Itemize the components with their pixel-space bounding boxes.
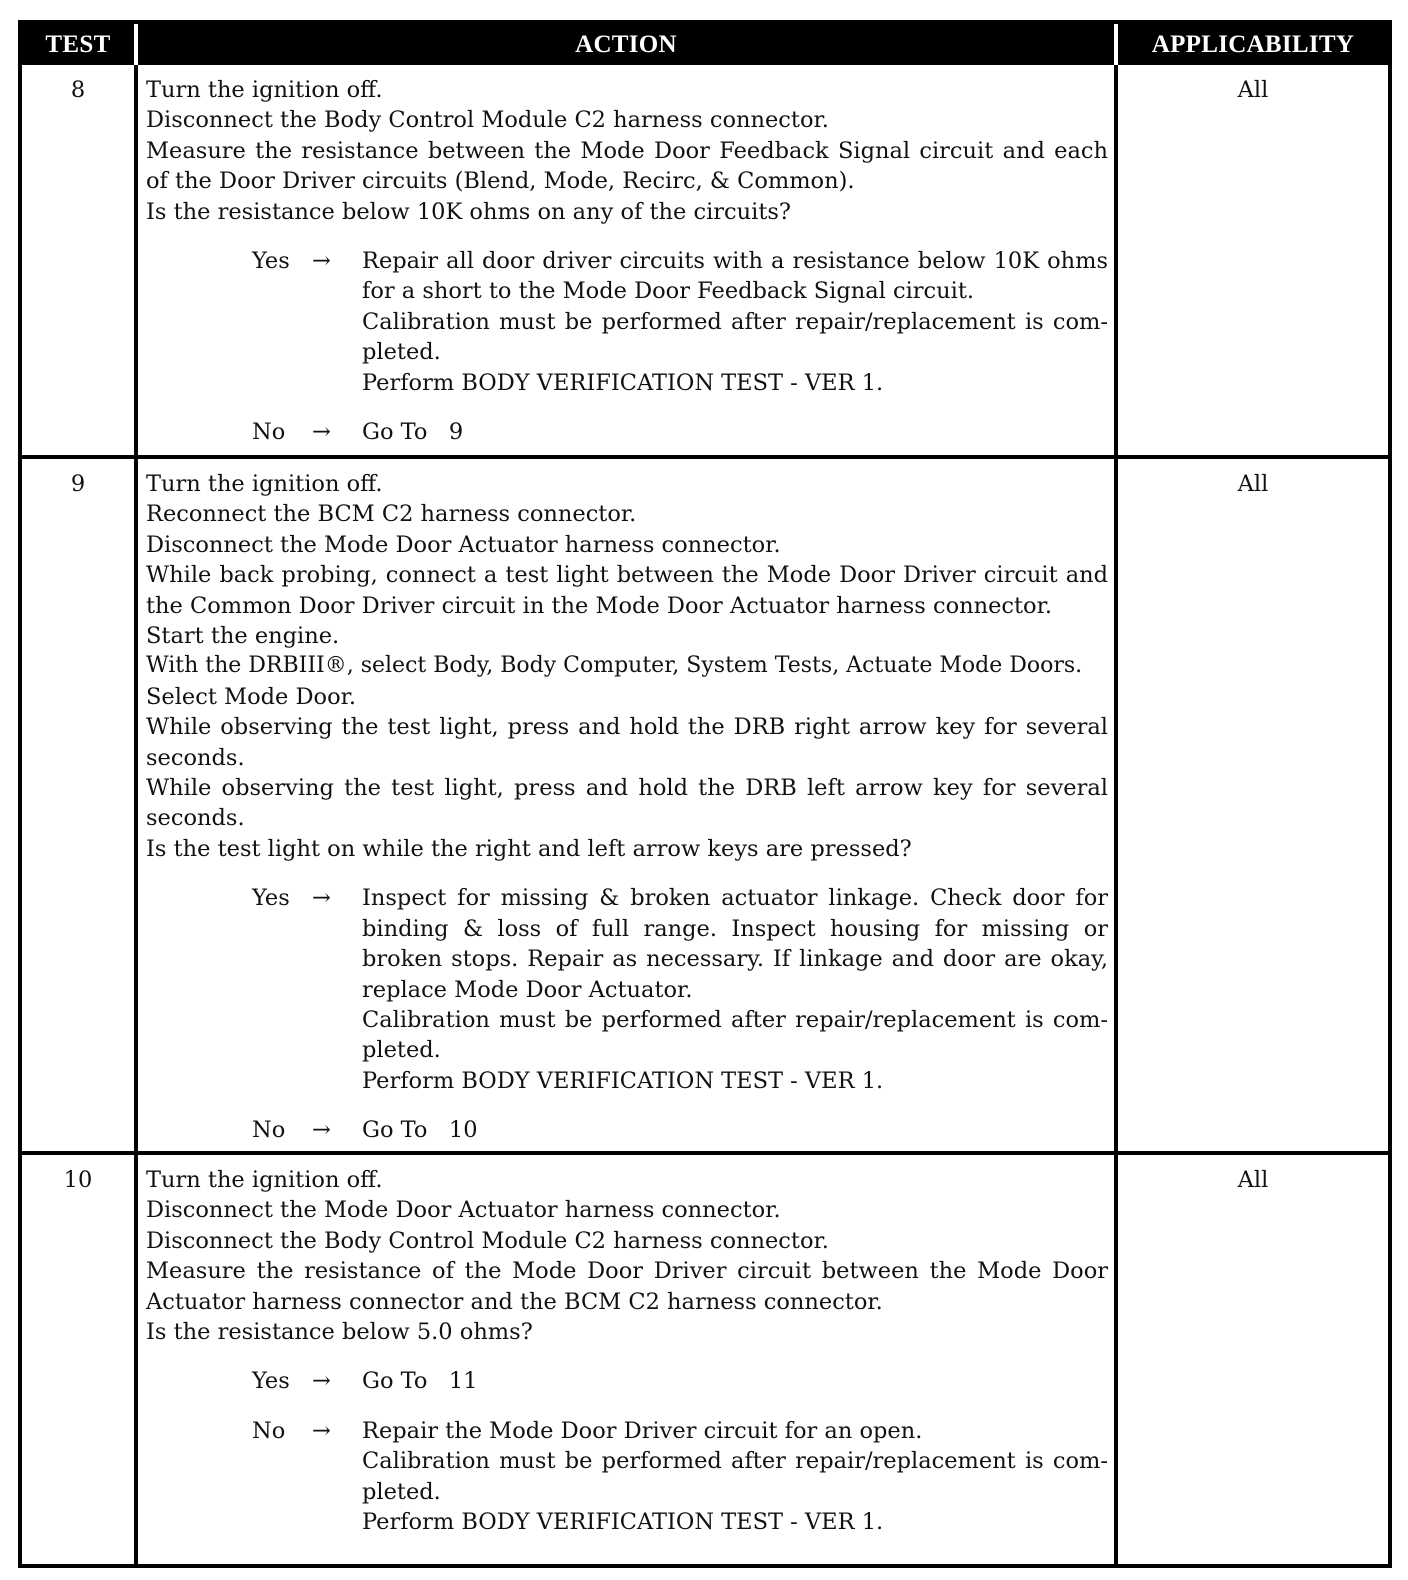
action-step: While observing the test light, press and hold the DRB right arrow key for several seconds.	[146, 714, 1108, 771]
result-line: Go To 11	[362, 1368, 478, 1395]
action-step: Reconnect the BCM C2 harness connector.	[146, 501, 637, 528]
no-branch	[146, 1416, 1108, 1538]
no-label: No	[252, 1417, 286, 1444]
action-step: Start the engine.	[146, 623, 340, 650]
no-label: No	[252, 419, 286, 446]
result-line: Perform BODY VERIFICATION TEST - VER 1.	[362, 1509, 884, 1536]
arrow-icon: →	[312, 248, 331, 275]
action-step: Turn the ignition off.	[146, 1167, 383, 1193]
arrow-icon: →	[312, 1117, 331, 1144]
action-step: Disconnect the Body Control Module C2 harness connector.	[146, 107, 829, 134]
action-step: Select Mode Door.	[146, 683, 357, 710]
no-result	[362, 417, 1108, 447]
action-step: Disconnect the Mode Door Actuator harness connector.	[146, 1197, 781, 1224]
applicability-value: All	[1237, 1167, 1269, 1193]
action-step: While back probing, connect a test light between the Mode Door Driver circuit and the Common Door Driver circuit in the Mode Door Actuator harness connector.	[146, 562, 1108, 619]
header-test: TEST	[22, 24, 134, 65]
action-step: Disconnect the Body Control Module C2 harness connector.	[146, 1227, 829, 1254]
result-line: Calibration must be performed after repair/replacement is com-pleted.	[362, 1006, 1108, 1064]
action-step: Is the resistance below 5.0 ohms?	[146, 1319, 533, 1346]
action-cell	[146, 65, 1108, 447]
test-number: 8	[70, 77, 86, 103]
yes-result	[362, 1366, 1108, 1396]
arrow-icon: →	[312, 1417, 331, 1444]
yes-label: Yes	[252, 885, 290, 912]
action-step: While observing the test light, press and hold the DRB left arrow key for several seconds.	[146, 775, 1108, 832]
test-row-10	[22, 1151, 1388, 1564]
result-line: Calibration must be performed after repair/replacement is com-pleted.	[362, 1448, 1108, 1505]
action-step: Disconnect the Mode Door Actuator harness connector.	[146, 531, 781, 558]
test-number: 10	[63, 1167, 93, 1193]
diagnostic-table	[18, 20, 1392, 1568]
no-branch	[146, 417, 1108, 447]
result-line: Repair the Mode Door Driver circuit for an open.	[362, 1417, 923, 1444]
test-row-8	[22, 65, 1388, 455]
result-line: Perform BODY VERIFICATION TEST - VER 1.	[362, 369, 884, 396]
action-step: With the DRBIII®, select Body, Body Computer, System Tests, Actuate Mode Doors.	[146, 653, 1083, 679]
no-result	[362, 1115, 1108, 1145]
arrow-icon: →	[312, 1368, 331, 1395]
yes-label: Yes	[252, 1368, 290, 1395]
yes-label: Yes	[252, 248, 290, 275]
yes-branch	[146, 883, 1108, 1096]
applicability-value: All	[1237, 471, 1269, 497]
result-line: Perform BODY VERIFICATION TEST - VER 1.	[362, 1067, 884, 1094]
action-step: Is the resistance below 10K ohms on any of the circuits?	[146, 198, 791, 225]
applicability-value: All	[1237, 77, 1269, 103]
action-cell	[146, 459, 1108, 1146]
result-line: Go To 10	[362, 1117, 478, 1144]
result-line: Calibration must be performed after repair/replacement is com-pleted.	[362, 308, 1108, 366]
arrow-icon: →	[312, 885, 331, 912]
no-result	[362, 1416, 1108, 1538]
yes-result	[362, 883, 1108, 1096]
yes-branch	[146, 246, 1108, 398]
action-step: Turn the ignition off.	[146, 77, 383, 103]
result-line: Inspect for missing & broken actuator linkage. Check door for binding & loss of full range. Inspect housing for missing or broken stops. Repair as necessary. If linkage and door are okay, replace Mode Door Actuator.	[362, 885, 1108, 1003]
action-cell	[146, 1155, 1108, 1537]
no-branch	[146, 1115, 1108, 1145]
action-step: Measure the resistance of the Mode Door Driver circuit between the Mode Door Actuator harness connector and the BCM C2 harness connector.	[146, 1258, 1108, 1315]
header-action: ACTION	[138, 24, 1114, 65]
yes-branch	[146, 1366, 1108, 1396]
result-line: Go To 9	[362, 419, 464, 446]
header-applicability: APPLICABILITY	[1118, 24, 1388, 65]
arrow-icon: →	[312, 419, 331, 446]
yes-result	[362, 246, 1108, 398]
result-line: Repair all door driver circuits with a resistance below 10K ohms for a short to the Mode Door Feedback Signal circuit.	[362, 248, 1108, 305]
test-number: 9	[70, 471, 86, 497]
action-step: Is the test light on while the right and left arrow keys are pressed?	[146, 835, 912, 862]
test-row-9	[22, 455, 1388, 1151]
action-step: Measure the resistance between the Mode Door Feedback Signal circuit and each of the Door Driver circuits (Blend, Mode, Recirc, & Common).	[146, 137, 1108, 195]
action-step: Turn the ignition off.	[146, 471, 383, 497]
no-label: No	[252, 1117, 286, 1144]
